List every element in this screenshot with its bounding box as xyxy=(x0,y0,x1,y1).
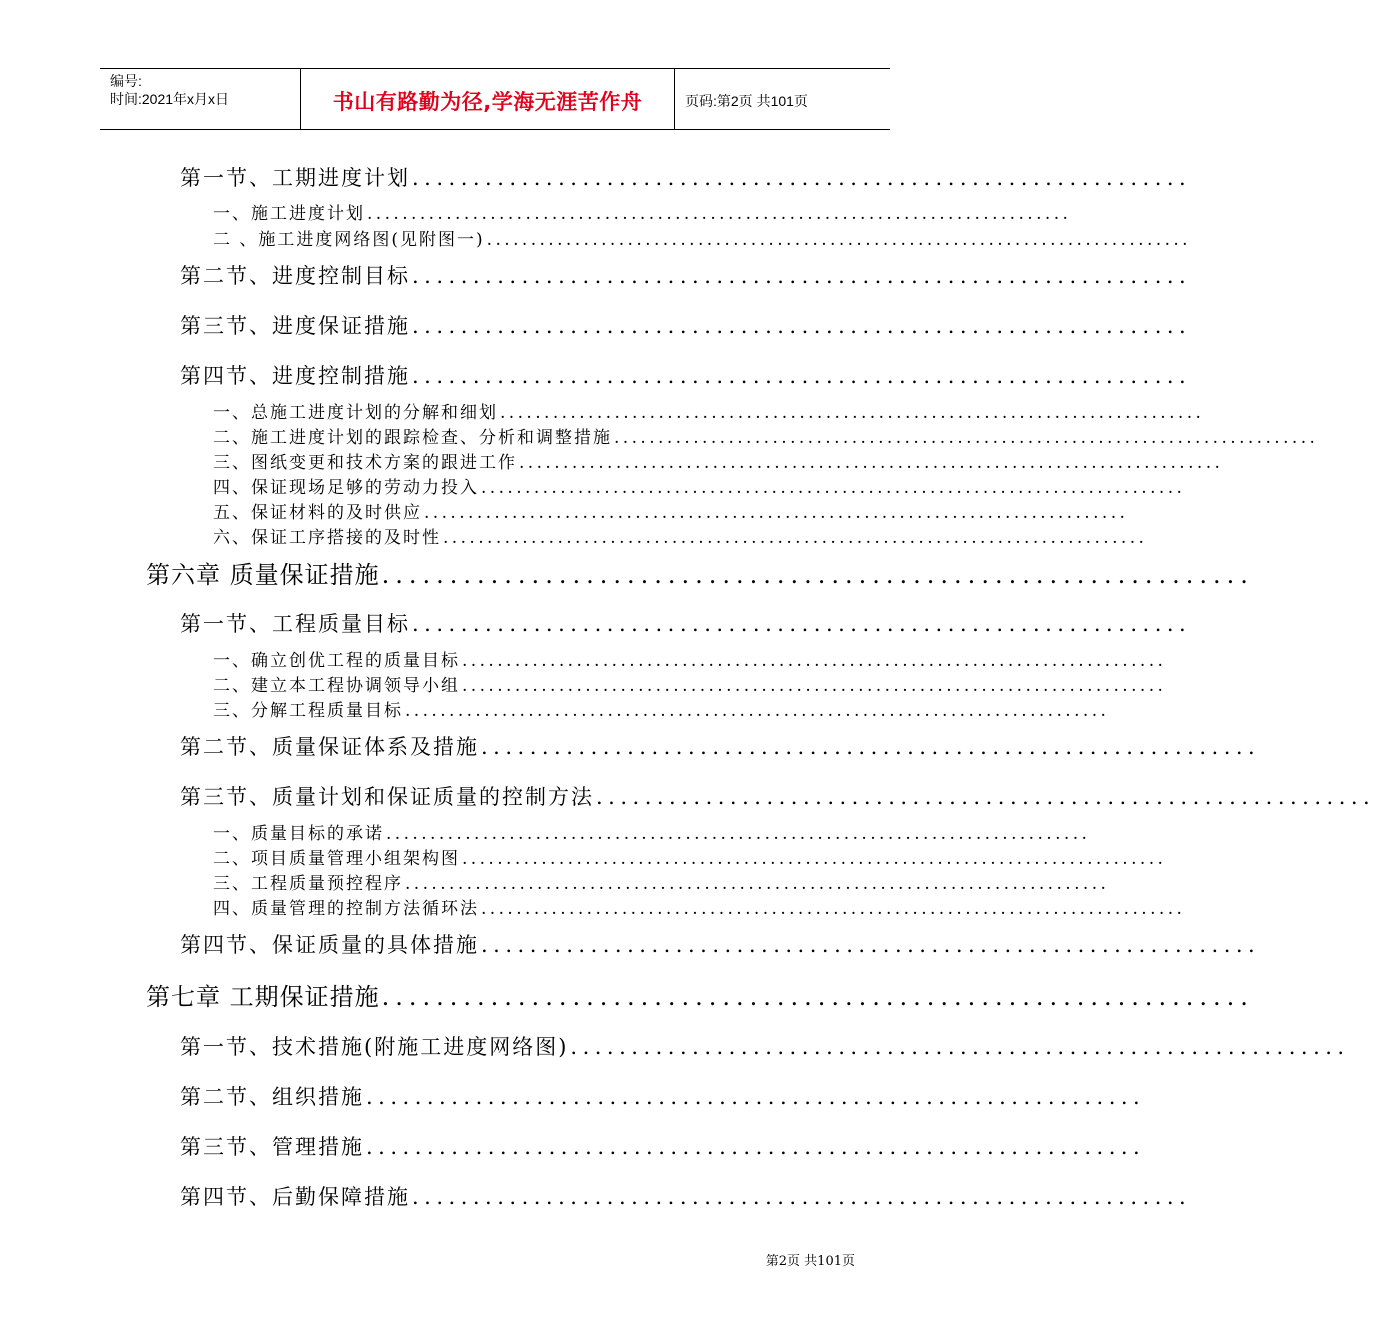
toc-leader-dots: ................................................................ xyxy=(481,933,1261,957)
number-label: 编号: xyxy=(110,73,142,89)
toc-entry-text: 二、项目质量管理小组架构图 xyxy=(213,849,460,869)
header-info-cell xyxy=(100,69,301,129)
toc-entry[interactable] xyxy=(213,478,1186,498)
toc-leader-dots: ................................................................................ xyxy=(424,503,1129,523)
toc-entry[interactable] xyxy=(213,503,1129,523)
toc-entry[interactable] xyxy=(180,264,1192,288)
toc-leader-dots: ................................................................................ xyxy=(462,849,1167,869)
header-motto-cell xyxy=(301,69,675,129)
toc-entry[interactable] xyxy=(180,933,1261,957)
toc-entry-text: 一、总施工进度计划的分解和细划 xyxy=(213,403,498,423)
toc-leader-dots: ................................................................ xyxy=(412,364,1192,388)
toc-entry-text: 一、质量目标的承诺 xyxy=(213,824,384,844)
toc-leader-dots: ................................................................................ xyxy=(405,701,1110,721)
toc-leader-dots: ................................................................................ xyxy=(462,651,1167,671)
toc-entry-text: 三、工程质量预控程序 xyxy=(213,874,403,894)
toc-entry[interactable] xyxy=(180,612,1192,636)
toc-leader-dots: ................................................................................ xyxy=(367,204,1072,224)
toc-entry[interactable] xyxy=(180,364,1192,388)
toc-leader-dots: ................................................................ xyxy=(596,785,1375,809)
toc-entry[interactable] xyxy=(213,824,1091,844)
toc-entry[interactable] xyxy=(213,874,1110,894)
toc-entry[interactable] xyxy=(213,528,1148,548)
toc-leader-dots: ................................................................................ xyxy=(443,528,1148,548)
page-footer xyxy=(0,1250,855,1269)
toc-entry-text: 二、施工进度计划的跟踪检查、分析和调整措施 xyxy=(213,428,612,448)
toc-entry[interactable] xyxy=(213,701,1110,721)
toc-entry[interactable] xyxy=(213,204,1072,224)
toc-leader-dots: ................................................................................ xyxy=(486,230,1191,250)
toc-leader-dots: ................................................................ xyxy=(412,612,1192,636)
toc-leader-dots: ................................................................................ xyxy=(462,676,1167,696)
toc-leader-dots: ................................................................................ xyxy=(481,478,1186,498)
toc-entry[interactable] xyxy=(180,1085,1146,1109)
toc-entry[interactable] xyxy=(180,314,1192,338)
toc-leader-dots: ................................................................ xyxy=(412,1185,1192,1209)
toc-entry-text: 第四节、后勤保障措施 xyxy=(180,1185,410,1209)
toc-leader-dots: ................................................................ xyxy=(412,166,1192,190)
toc-entry-text: 第一节、工程质量目标 xyxy=(180,612,410,636)
header-page-cell xyxy=(675,69,890,129)
toc-entry[interactable] xyxy=(213,403,1205,423)
toc-entry-text: 二 、施工进度网络图(见附图一) xyxy=(213,230,485,250)
toc-entry[interactable] xyxy=(180,785,1375,809)
toc-entry-text: 第二节、质量保证体系及措施 xyxy=(180,735,479,759)
toc-entry[interactable] xyxy=(213,899,1186,919)
toc-leader-dots: ................................................................ xyxy=(381,561,1254,589)
toc-entry-text: 第六章 质量保证措施 xyxy=(146,561,380,589)
toc-entry-text: 第二节、组织措施 xyxy=(180,1085,364,1109)
toc-leader-dots: ................................................................ xyxy=(570,1035,1350,1059)
toc-entry-text: 五、保证材料的及时供应 xyxy=(213,503,422,523)
toc-entry-text: 第二节、进度控制目标 xyxy=(180,264,410,288)
toc-entry-text: 四、保证现场足够的劳动力投入 xyxy=(213,478,479,498)
toc-leader-dots: ................................................................ xyxy=(412,264,1192,288)
toc-entry-text: 一、确立创优工程的质量目标 xyxy=(213,651,460,671)
toc-leader-dots: ................................................................................ xyxy=(500,403,1205,423)
toc-entry[interactable] xyxy=(180,1135,1146,1159)
toc-entry[interactable] xyxy=(213,651,1167,671)
toc-entry[interactable] xyxy=(180,1185,1192,1209)
toc-leader-dots: ................................................................................ xyxy=(386,824,1091,844)
toc-leader-dots: ................................................................ xyxy=(366,1135,1146,1159)
toc-entry-text: 第一节、工期进度计划 xyxy=(180,166,410,190)
toc-leader-dots: ................................................................ xyxy=(412,314,1192,338)
header-page-info: 页码:第2页 共101页 xyxy=(685,93,808,109)
toc-entry-text: 第四节、保证质量的具体措施 xyxy=(180,933,479,957)
toc-leader-dots: ................................................................................ xyxy=(614,428,1319,448)
toc-leader-dots: ................................................................................ xyxy=(481,899,1186,919)
footer-page-number: 第2页 共101页 xyxy=(765,1254,855,1269)
toc-entry[interactable] xyxy=(213,230,1191,250)
toc-chapter-entry[interactable] xyxy=(146,561,1254,589)
toc-entry[interactable] xyxy=(213,428,1319,448)
toc-entry-text: 第一节、技术措施(附施工进度网络图) xyxy=(180,1035,569,1059)
toc-leader-dots: ................................................................ xyxy=(481,735,1261,759)
toc-entry-text: 二、建立本工程协调领导小组 xyxy=(213,676,460,696)
toc-entry-text: 第七章 工期保证措施 xyxy=(146,983,380,1011)
toc-entry[interactable] xyxy=(213,849,1167,869)
page-header xyxy=(100,68,890,130)
toc-entry-text: 第三节、进度保证措施 xyxy=(180,314,410,338)
time-label: 时间:2021年x月x日 xyxy=(110,91,230,107)
toc-entry-text: 一、施工进度计划 xyxy=(213,204,365,224)
toc-entry-text: 三、分解工程质量目标 xyxy=(213,701,403,721)
toc-entry[interactable] xyxy=(213,453,1224,473)
toc-leader-dots: ................................................................................ xyxy=(519,453,1224,473)
toc-entry-text: 三、图纸变更和技术方案的跟进工作 xyxy=(213,453,517,473)
toc-entry[interactable] xyxy=(180,735,1261,759)
toc-entry[interactable] xyxy=(213,676,1167,696)
motto-text: 书山有路勤为径,学海无涯苦作舟 xyxy=(332,90,643,114)
toc-entry-text: 第三节、质量计划和保证质量的控制方法 xyxy=(180,785,594,809)
toc-leader-dots: ................................................................ xyxy=(381,983,1254,1011)
toc-entry-text: 第四节、进度控制措施 xyxy=(180,364,410,388)
toc-leader-dots: ................................................................ xyxy=(366,1085,1146,1109)
toc-entry[interactable] xyxy=(180,166,1192,190)
toc-leader-dots: ................................................................................ xyxy=(405,874,1110,894)
toc-entry-text: 第三节、管理措施 xyxy=(180,1135,364,1159)
toc-entry[interactable] xyxy=(180,1035,1350,1059)
toc-entry-text: 六、保证工序搭接的及时性 xyxy=(213,528,441,548)
toc-entry-text: 四、质量管理的控制方法循环法 xyxy=(213,899,479,919)
toc-chapter-entry[interactable] xyxy=(146,983,1254,1011)
